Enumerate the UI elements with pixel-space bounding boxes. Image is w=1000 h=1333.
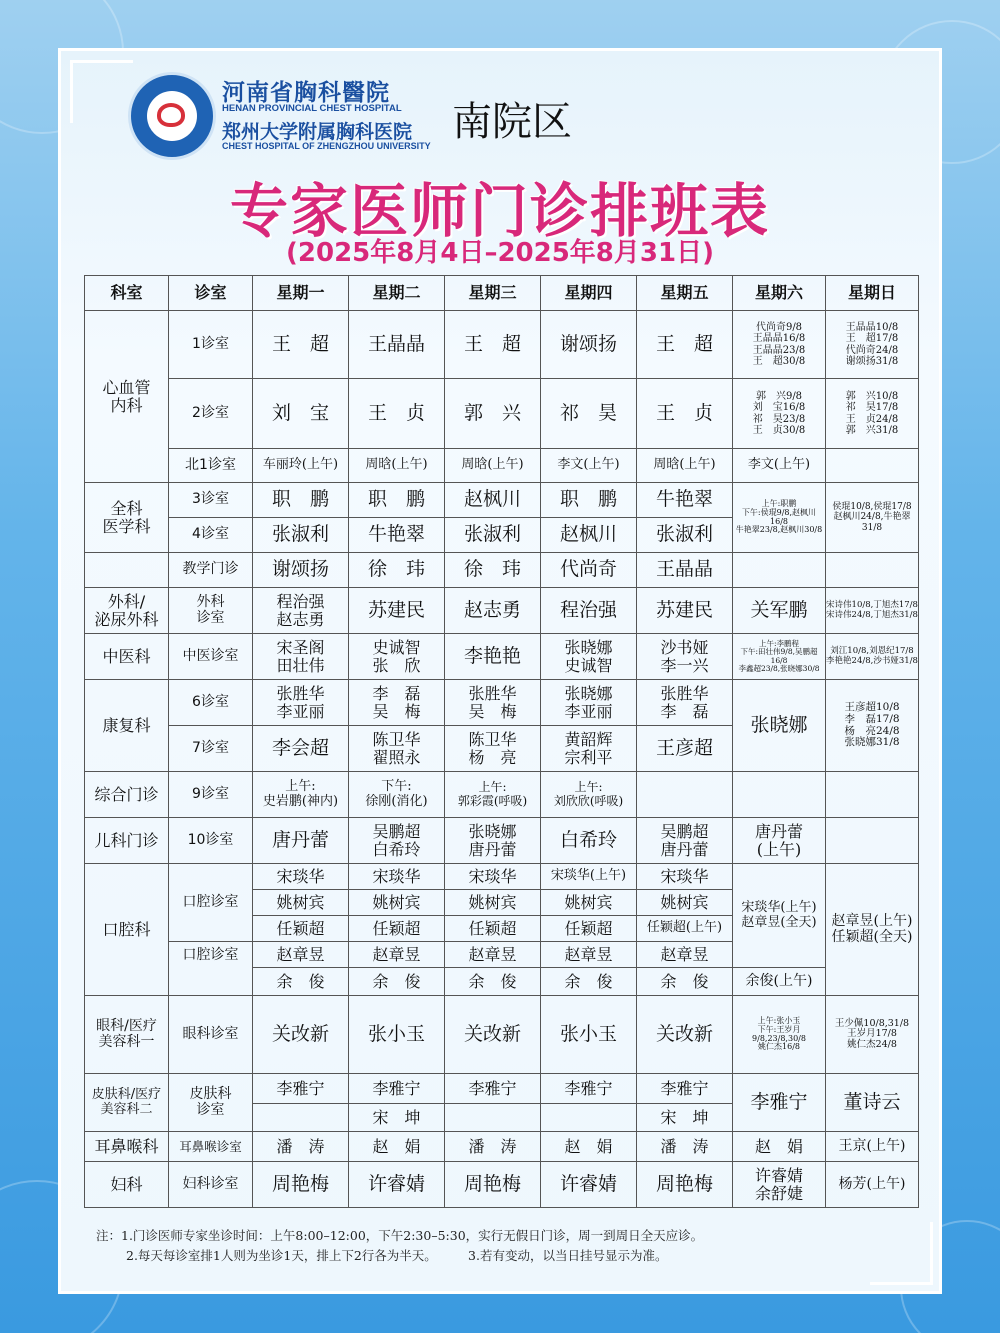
room-cell: 6诊室 — [169, 680, 253, 726]
room-cell: 口腔诊室 — [169, 942, 253, 996]
doctor-cell: 宋琰华 — [637, 864, 733, 890]
doctor-cell: 赵 娟 — [541, 1132, 637, 1162]
room-cell: 9诊室 — [169, 772, 253, 818]
column-header: 星期日 — [826, 276, 919, 311]
doctor-cell: 职 鹏 — [541, 483, 637, 518]
room-cell: 中医诊室 — [169, 634, 253, 680]
note-line-1: 注：1.门诊医师专家坐诊时间：上午8:00–12:00，下午2:30–5:30，实行无假日门诊，周一到周日全天应诊。 — [96, 1228, 704, 1243]
doctor-cell: 姚树宾 — [637, 890, 733, 916]
department-cell: 耳鼻喉科 — [85, 1132, 169, 1162]
doctor-cell: 宋琰华 — [445, 864, 541, 890]
doctor-cell: 祁 昊 — [541, 379, 637, 449]
doctor-cell: 王 超 — [637, 311, 733, 379]
column-header: 诊室 — [169, 276, 253, 311]
doctor-cell: 苏建民 — [637, 588, 733, 634]
weekend-cell: 李雅宁 — [733, 1074, 826, 1132]
page-title: 专家医师门诊排班表 — [229, 177, 770, 245]
doctor-cell: 李 磊 吴 梅 — [349, 680, 445, 726]
university-name-cn: 郑州大学附属胸科医院 — [222, 121, 413, 143]
doctor-cell: 张淑利 — [445, 518, 541, 553]
doctor-cell: 张淑利 — [637, 518, 733, 553]
department-cell: 皮肤科/医疗 美容科二 — [85, 1074, 169, 1132]
weekend-cell: 余俊(上午) — [733, 968, 826, 996]
doctor-cell: 张小玉 — [541, 996, 637, 1074]
weekend-cell: 杨芳(上午) — [826, 1162, 919, 1208]
doctor-cell: 张胜华 吴 梅 — [445, 680, 541, 726]
doctor-cell: 史诚智 张 欣 — [349, 634, 445, 680]
doctor-cell: 上午: 史岩鹏(神内) — [253, 772, 349, 818]
room-cell: 4诊室 — [169, 518, 253, 553]
doctor-cell: 牛艳翠 — [349, 518, 445, 553]
room-cell: 2诊室 — [169, 379, 253, 449]
doctor-cell: 余 俊 — [253, 968, 349, 996]
doctor-cell: 谢颂扬 — [253, 553, 349, 588]
doctor-cell: 宋琰华(上午) — [541, 864, 637, 890]
doctor-cell: 王彦超 — [637, 726, 733, 772]
department-cell: 综合门诊 — [85, 772, 169, 818]
doctor-cell: 姚树宾 — [541, 890, 637, 916]
doctor-cell: 徐 玮 — [445, 553, 541, 588]
doctor-cell: 宋 坤 — [637, 1104, 733, 1132]
doctor-cell: 黄韶辉 宗利平 — [541, 726, 637, 772]
room-cell: 耳鼻喉诊室 — [169, 1132, 253, 1162]
doctor-cell: 任颖超 — [349, 916, 445, 942]
weekend-cell: 上午:张小玉 下午:王岁月9/8,23/8,30/8 姚仁杰16/8 — [733, 996, 826, 1074]
doctor-cell: 宋圣阁 田壮伟 — [253, 634, 349, 680]
weekend-cell: 王少佩10/8,31/8 王岁月17/8 姚仁杰24/8 — [826, 996, 919, 1074]
doctor-cell: 张胜华 李亚丽 — [253, 680, 349, 726]
column-header: 星期四 — [541, 276, 637, 311]
department-cell: 心血管 内科 — [85, 311, 169, 483]
room-cell: 7诊室 — [169, 726, 253, 772]
weekend-cell — [733, 553, 826, 588]
doctor-cell: 代尚奇 — [541, 553, 637, 588]
weekend-cell: 董诗云 — [826, 1074, 919, 1132]
weekend-cell: 关军鹏 — [733, 588, 826, 634]
hospital-name-en: HENAN PROVINCIAL CHEST HOSPITAL — [222, 103, 402, 114]
room-cell: 北1诊室 — [169, 449, 253, 483]
doctor-cell: 周晗(上午) — [445, 449, 541, 483]
doctor-cell: 余 俊 — [349, 968, 445, 996]
hospital-name-cn: 河南省胸科醫院 — [222, 80, 390, 106]
doctor-cell: 王晶晶 — [349, 311, 445, 379]
doctor-cell: 程治强 赵志勇 — [253, 588, 349, 634]
doctor-cell: 李雅宁 — [445, 1074, 541, 1104]
date-range: (2025年8月4日–2025年8月31日) — [286, 238, 714, 268]
department-cell: 眼科/医疗 美容科一 — [85, 996, 169, 1074]
university-name-en: CHEST HOSPITAL OF ZHENGZHOU UNIVERSITY — [222, 141, 431, 151]
column-header: 星期六 — [733, 276, 826, 311]
doctor-cell: 吴鹏超 唐丹蕾 — [637, 818, 733, 864]
doctor-cell: 王 贞 — [349, 379, 445, 449]
department-cell: 外科/ 泌尿外科 — [85, 588, 169, 634]
doctor-cell — [445, 1104, 541, 1132]
doctor-cell: 关改新 — [253, 996, 349, 1074]
column-header: 星期三 — [445, 276, 541, 311]
doctor-cell: 任颖超 — [253, 916, 349, 942]
weekend-cell: 王晶晶10/8 王 超17/8 代尚奇24/8 谢颂扬31/8 — [826, 311, 919, 379]
doctor-cell: 唐丹蕾 — [253, 818, 349, 864]
doctor-cell: 李艳艳 — [445, 634, 541, 680]
weekend-cell: 许睿婧 余舒婕 — [733, 1162, 826, 1208]
weekend-cell — [826, 553, 919, 588]
doctor-cell: 王 超 — [253, 311, 349, 379]
doctor-cell: 宋 坤 — [349, 1104, 445, 1132]
table-row — [85, 553, 919, 588]
doctor-cell: 陈卫华 翟照永 — [349, 726, 445, 772]
column-header: 科室 — [85, 276, 169, 311]
doctor-cell: 白希玲 — [541, 818, 637, 864]
doctor-cell: 张晓娜 李亚丽 — [541, 680, 637, 726]
table-row — [85, 634, 919, 680]
weekend-cell: 侯琨10/8,侯琨17/8 赵枫川24/8,牛艳翠31/8 — [826, 483, 919, 553]
doctor-cell: 周艳梅 — [253, 1162, 349, 1208]
department-cell: 全科 医学科 — [85, 483, 169, 553]
doctor-cell: 姚树宾 — [349, 890, 445, 916]
doctor-cell: 李雅宁 — [349, 1074, 445, 1104]
doctor-cell: 职 鹏 — [349, 483, 445, 518]
doctor-cell: 潘 涛 — [253, 1132, 349, 1162]
weekend-cell: 王京(上午) — [826, 1132, 919, 1162]
room-cell: 10诊室 — [169, 818, 253, 864]
weekend-cell: 郭 兴9/8 刘 宝16/8 祁 昊23/8 王 贞30/8 — [733, 379, 826, 449]
doctor-cell: 徐 玮 — [349, 553, 445, 588]
table-row — [85, 1162, 919, 1208]
room-cell: 眼科诊室 — [169, 996, 253, 1074]
table-row — [85, 449, 919, 483]
weekend-cell: 赵章昱(上午) 任颖超(全天) — [826, 864, 919, 996]
doctor-cell: 余 俊 — [445, 968, 541, 996]
doctor-cell: 姚树宾 — [253, 890, 349, 916]
doctor-cell: 谢颂扬 — [541, 311, 637, 379]
weekend-cell: 宋诗伟10/8,丁旭杰17/8 宋诗伟24/8,丁旭杰31/8 — [826, 588, 919, 634]
frame-corner — [70, 60, 133, 123]
doctor-cell: 刘 宝 — [253, 379, 349, 449]
room-cell: 皮肤科 诊室 — [169, 1074, 253, 1132]
doctor-cell: 宋琰华 — [253, 864, 349, 890]
doctor-cell: 任颖超(上午) — [637, 916, 733, 942]
room-cell: 口腔诊室 — [169, 864, 253, 942]
department-cell — [85, 553, 169, 588]
doctor-cell: 王晶晶 — [637, 553, 733, 588]
doctor-cell: 余 俊 — [637, 968, 733, 996]
doctor-cell: 许睿婧 — [349, 1162, 445, 1208]
table-row — [85, 379, 919, 449]
table-row — [85, 818, 919, 864]
doctor-cell: 任颖超 — [541, 916, 637, 942]
doctor-cell: 吴鹏超 白希玲 — [349, 818, 445, 864]
doctor-cell: 潘 涛 — [637, 1132, 733, 1162]
table-row — [85, 996, 919, 1074]
column-header: 星期二 — [349, 276, 445, 311]
doctor-cell: 赵章昱 — [637, 942, 733, 968]
doctor-cell: 赵枫川 — [541, 518, 637, 553]
doctor-cell: 李文(上午) — [541, 449, 637, 483]
doctor-cell: 赵 娟 — [349, 1132, 445, 1162]
doctor-cell — [253, 1104, 349, 1132]
table-row — [85, 588, 919, 634]
room-cell: 外科 诊室 — [169, 588, 253, 634]
weekend-cell — [826, 772, 919, 818]
department-cell: 康复科 — [85, 680, 169, 772]
doctor-cell: 张胜华 李 磊 — [637, 680, 733, 726]
weekend-cell: 唐丹蕾 (上午) — [733, 818, 826, 864]
department-cell: 口腔科 — [85, 864, 169, 996]
doctor-cell: 张小玉 — [349, 996, 445, 1074]
room-cell: 妇科诊室 — [169, 1162, 253, 1208]
schedule-table — [84, 275, 919, 1208]
doctor-cell: 下午: 徐刚(消化) — [349, 772, 445, 818]
doctor-cell: 赵章昱 — [541, 942, 637, 968]
room-cell: 3诊室 — [169, 483, 253, 518]
weekend-cell: 郭 兴10/8 祁 昊17/8 王 贞24/8 郭 兴31/8 — [826, 379, 919, 449]
doctor-cell: 张淑利 — [253, 518, 349, 553]
room-cell: 教学门诊 — [169, 553, 253, 588]
weekend-cell: 宋琰华(上午) 赵章昱(全天) — [733, 864, 826, 968]
column-header: 星期一 — [253, 276, 349, 311]
doctor-cell: 潘 涛 — [445, 1132, 541, 1162]
doctor-cell: 李雅宁 — [637, 1074, 733, 1104]
table-row — [85, 1074, 919, 1104]
doctor-cell: 苏建民 — [349, 588, 445, 634]
table-row — [85, 483, 919, 518]
doctor-cell: 李雅宁 — [541, 1074, 637, 1104]
room-cell: 1诊室 — [169, 311, 253, 379]
table-row — [85, 864, 919, 890]
weekend-cell — [826, 449, 919, 483]
doctor-cell: 上午: 刘欣欣(呼吸) — [541, 772, 637, 818]
doctor-cell: 车丽玲(上午) — [253, 449, 349, 483]
column-header: 星期五 — [637, 276, 733, 311]
weekend-cell: 赵 娟 — [733, 1132, 826, 1162]
table-header-row — [85, 276, 919, 311]
weekend-cell: 刘江10/8,刘恩纪17/8 李艳艳24/8,沙书娅31/8 — [826, 634, 919, 680]
doctor-cell: 李雅宁 — [253, 1074, 349, 1104]
doctor-cell — [637, 772, 733, 818]
doctor-cell: 职 鹏 — [253, 483, 349, 518]
doctor-cell: 宋琰华 — [349, 864, 445, 890]
department-cell: 妇科 — [85, 1162, 169, 1208]
table-row — [85, 1132, 919, 1162]
doctor-cell: 上午: 郭彩霞(呼吸) — [445, 772, 541, 818]
doctor-cell — [541, 1104, 637, 1132]
table-row — [85, 680, 919, 726]
doctor-cell: 关改新 — [445, 996, 541, 1074]
note-line-2: 2.每天每诊室排1人则为坐诊1天，排上下2行各为半天。 3.若有变动，以当日挂号显示为准。 — [126, 1248, 668, 1263]
doctor-cell: 周晗(上午) — [637, 449, 733, 483]
doctor-cell: 关改新 — [637, 996, 733, 1074]
weekend-cell: 张晓娜 — [733, 680, 826, 772]
doctor-cell: 陈卫华 杨 亮 — [445, 726, 541, 772]
doctor-cell: 李会超 — [253, 726, 349, 772]
doctor-cell: 赵志勇 — [445, 588, 541, 634]
doctor-cell: 余 俊 — [541, 968, 637, 996]
department-cell: 儿科门诊 — [85, 818, 169, 864]
doctor-cell: 赵章昱 — [253, 942, 349, 968]
doctor-cell: 姚树宾 — [445, 890, 541, 916]
doctor-cell: 周艳梅 — [637, 1162, 733, 1208]
weekend-cell: 王彦超10/8 李 磊17/8 杨 亮24/8 张晓娜31/8 — [826, 680, 919, 772]
doctor-cell: 王 贞 — [637, 379, 733, 449]
doctor-cell: 任颖超 — [445, 916, 541, 942]
doctor-cell: 张晓娜 史诚智 — [541, 634, 637, 680]
doctor-cell: 周艳梅 — [445, 1162, 541, 1208]
hospital-logo-icon — [128, 72, 216, 160]
doctor-cell: 赵枫川 — [445, 483, 541, 518]
doctor-cell: 许睿婧 — [541, 1162, 637, 1208]
campus-label: 南院区 — [452, 99, 572, 145]
weekend-cell: 代尚奇9/8 王晶晶16/8 王晶晶23/8 王 超30/8 — [733, 311, 826, 379]
doctor-cell: 牛艳翠 — [637, 483, 733, 518]
weekend-cell: 李文(上午) — [733, 449, 826, 483]
doctor-cell: 王 超 — [445, 311, 541, 379]
table-row — [85, 772, 919, 818]
doctor-cell: 沙书娅 李一兴 — [637, 634, 733, 680]
weekend-cell — [733, 772, 826, 818]
table-row — [85, 311, 919, 379]
weekend-cell: 上午:职鹏 下午:侯琨9/8,赵枫川16/8 牛艳翠23/8,赵枫川30/8 — [733, 483, 826, 553]
weekend-cell: 上午:李鹏程 下午:田壮伟9/8,吴鹏超16/8 李鑫超23/8,张晓娜30/8 — [733, 634, 826, 680]
doctor-cell: 郭 兴 — [445, 379, 541, 449]
doctor-cell: 赵章昱 — [349, 942, 445, 968]
department-cell: 中医科 — [85, 634, 169, 680]
doctor-cell: 张晓娜 唐丹蕾 — [445, 818, 541, 864]
doctor-cell: 程治强 — [541, 588, 637, 634]
doctor-cell: 周晗(上午) — [349, 449, 445, 483]
weekend-cell — [826, 818, 919, 864]
doctor-cell: 赵章昱 — [445, 942, 541, 968]
